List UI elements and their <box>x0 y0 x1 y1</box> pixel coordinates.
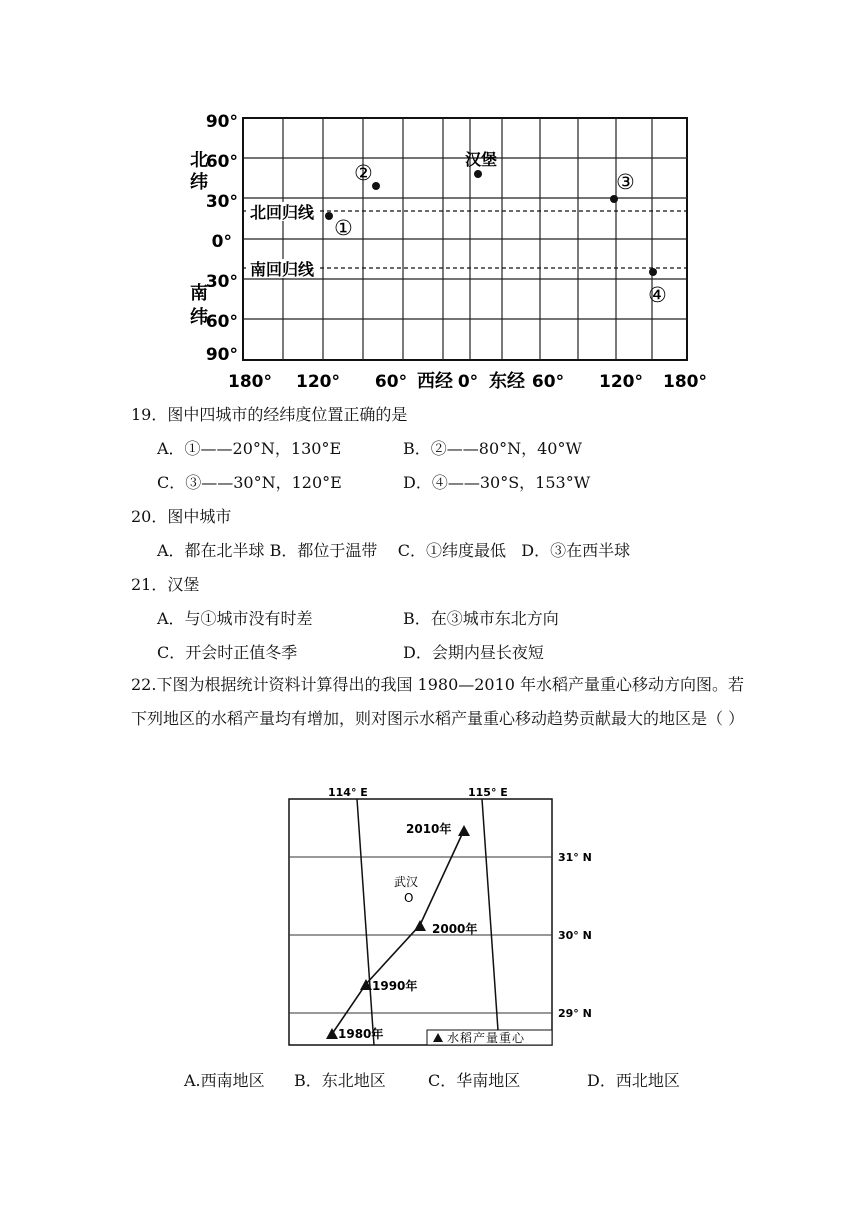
meridian-115 <box>482 799 499 1045</box>
year-label-2000: 2000年 <box>432 922 478 936</box>
q19-option-a[interactable]: A．①——20°N，130°E <box>157 439 342 458</box>
wuhan-label: 武汉 <box>394 875 419 889</box>
question-21-stem: 21．汉堡 <box>131 575 200 594</box>
year-label-1990: 1990年 <box>372 979 418 993</box>
lat-label: 90° <box>205 345 238 365</box>
city-point-1 <box>325 212 333 220</box>
question-20-stem: 20．图中城市 <box>131 507 232 526</box>
lat-label-29: 29° N <box>558 1007 592 1020</box>
lat-label: 30° <box>205 192 238 212</box>
west-longitude-label: 西经 <box>417 371 453 392</box>
north-lat-label-2: 纬 <box>190 172 208 193</box>
lat-label: 90° <box>205 112 238 132</box>
legend-label: 水稻产量重心 <box>447 1031 526 1045</box>
lon-label: 120° <box>599 372 643 392</box>
meridian-114 <box>357 799 374 1045</box>
world-grid-map <box>180 108 720 400</box>
centroid-marker-2000 <box>414 920 426 931</box>
q22-option-d[interactable]: D．西北地区 <box>587 1071 680 1090</box>
q21-option-c[interactable]: C．开会时正值冬季 <box>157 643 298 662</box>
east-longitude-label: 东经 <box>489 371 525 392</box>
lat-label-30: 30° N <box>558 929 592 942</box>
north-lat-label-1: 北 <box>190 150 208 171</box>
city-point-3 <box>610 195 618 203</box>
question-19-stem: 19．图中四城市的经纬度位置正确的是 <box>131 405 408 424</box>
tropic-of-cancer-label: 北回归线 <box>250 203 315 222</box>
q21-option-d[interactable]: D．会期内昼长夜短 <box>403 643 544 662</box>
q22-option-c[interactable]: C．华南地区 <box>428 1071 521 1090</box>
city-label-1: ① <box>334 216 353 240</box>
city-point-2 <box>372 182 380 190</box>
south-lat-label-2: 纬 <box>190 307 208 328</box>
lon-label: 0° <box>457 372 479 392</box>
q21-option-a[interactable]: A．与①城市没有时差 <box>157 609 313 628</box>
south-lat-label-1: 南 <box>190 283 208 304</box>
question-22-stem: 22.下图为根据统计资料计算得出的我国 1980—2010 年水稻产量重心移动方向图。若下列地区的水稻产量均有增加，则对图示水稻产量重心移动趋势贡献最大的地区是（ ） <box>131 675 745 728</box>
centroid-marker-2010 <box>458 825 470 836</box>
lat-label: 60° <box>205 152 238 172</box>
wuhan-marker: O <box>404 891 414 905</box>
rice-centroid-map <box>280 782 620 1052</box>
lon-label: 180° <box>663 372 707 392</box>
lon-label: 180° <box>228 372 272 392</box>
city-label-2: ② <box>354 161 373 185</box>
lat-label-31: 31° N <box>558 851 592 864</box>
lon-label-114: 114° E <box>328 786 368 799</box>
lon-label-115: 115° E <box>468 786 508 799</box>
city-label-4: ④ <box>648 283 667 307</box>
lat-label: 60° <box>205 312 238 332</box>
lat-label: 30° <box>205 272 238 292</box>
tropic-of-capricorn-label: 南回归线 <box>250 260 315 279</box>
q20-options[interactable]: A．都在北半球 B．都位于温带 C．①纬度最低 D．③在西半球 <box>157 541 631 560</box>
city-point-hamburg <box>474 170 482 178</box>
year-label-1980: 1980年 <box>338 1027 384 1041</box>
q19-option-b[interactable]: B．②——80°N，40°W <box>403 439 582 458</box>
lon-label: 60° <box>531 372 565 392</box>
lon-label: 120° <box>296 372 340 392</box>
year-label-2010: 2010年 <box>406 822 452 836</box>
city-label-3: ③ <box>616 170 635 194</box>
city-label-hamburg: 汉堡 <box>465 150 498 169</box>
centroid-marker-1980 <box>326 1028 338 1039</box>
q22-option-a[interactable]: A.西南地区 <box>184 1071 265 1090</box>
q19-option-c[interactable]: C．③——30°N，120°E <box>157 473 342 492</box>
city-point-4 <box>649 268 657 276</box>
q21-option-b[interactable]: B．在③城市东北方向 <box>403 609 559 628</box>
lon-label: 60° <box>374 372 408 392</box>
lat-label: 0° <box>211 232 232 252</box>
q22-option-b[interactable]: B．东北地区 <box>294 1071 386 1090</box>
q19-option-d[interactable]: D．④——30°S，153°W <box>403 473 591 492</box>
